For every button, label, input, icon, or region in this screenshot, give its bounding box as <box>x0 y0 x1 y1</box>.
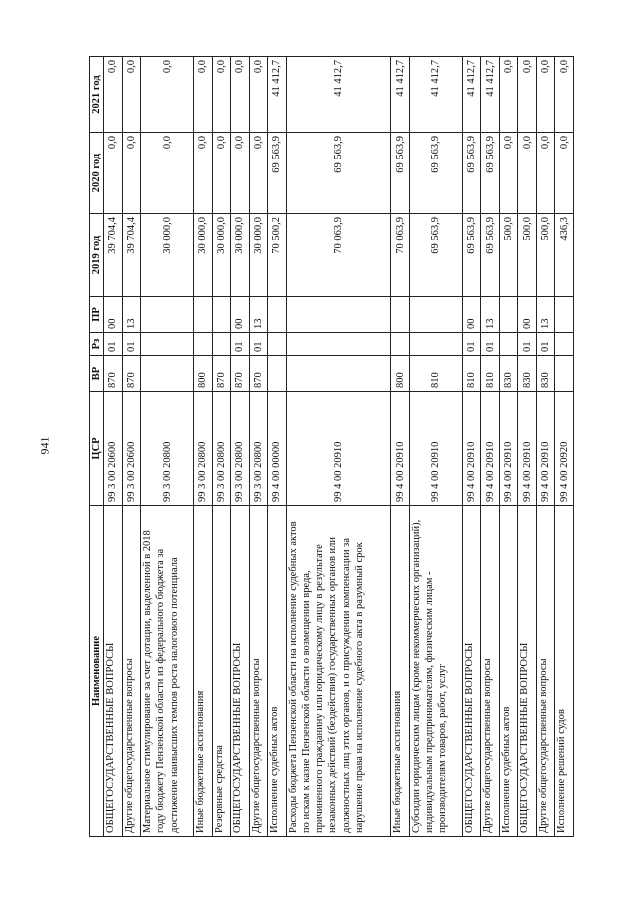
row-name: Другие общегосударственные вопросы <box>481 506 500 837</box>
page-number: 941 <box>37 436 52 455</box>
row-vr: 870 <box>104 356 123 392</box>
row-2020: 0,0 <box>518 133 537 214</box>
row-rz: 01 <box>481 333 500 356</box>
row-pr: 00 <box>104 297 123 333</box>
row-2020: 0,0 <box>249 133 268 214</box>
row-2019: 69 563,9 <box>409 214 462 297</box>
row-rz: 01 <box>462 333 481 356</box>
row-name: ОБЩЕГОСУДАРСТВЕННЫЕ ВОПРОСЫ <box>462 506 481 837</box>
row-csr: 99 4 00 20910 <box>481 392 500 506</box>
row-2019: 30 000,0 <box>212 214 231 297</box>
row-2019: 30 000,0 <box>194 214 213 297</box>
row-rz: 01 <box>104 333 123 356</box>
row-csr: 99 4 00 20910 <box>391 392 410 506</box>
row-vr: 870 <box>249 356 268 392</box>
row-2021: 41 412,7 <box>481 57 500 133</box>
table-row <box>518 57 537 837</box>
row-pr <box>268 297 287 333</box>
row-name: ОБЩЕГОСУДАРСТВЕННЫЕ ВОПРОСЫ <box>231 506 250 837</box>
header-csr: ЦСР <box>90 392 104 506</box>
table-row <box>104 57 123 837</box>
row-vr <box>555 356 574 392</box>
table-row <box>141 57 194 837</box>
row-2021: 0,0 <box>212 57 231 133</box>
row-rz <box>499 333 518 356</box>
table-row <box>499 57 518 837</box>
row-vr: 800 <box>391 356 410 392</box>
row-vr: 870 <box>122 356 141 392</box>
row-csr: 99 3 00 20800 <box>231 392 250 506</box>
header-pr: ПР <box>90 297 104 333</box>
row-rz: 01 <box>518 333 537 356</box>
row-2019: 500,0 <box>536 214 555 297</box>
row-name: Другие общегосударственные вопросы <box>249 506 268 837</box>
row-2020: 0,0 <box>212 133 231 214</box>
row-pr: 13 <box>481 297 500 333</box>
row-2019: 70 063,9 <box>286 214 391 297</box>
row-2021: 0,0 <box>499 57 518 133</box>
row-name: Резервные средства <box>212 506 231 837</box>
row-pr <box>409 297 462 333</box>
row-pr <box>555 297 574 333</box>
row-rz: 01 <box>122 333 141 356</box>
row-vr <box>268 356 287 392</box>
row-2020: 0,0 <box>194 133 213 214</box>
row-name: Иные бюджетные ассигнования <box>194 506 213 837</box>
row-csr: 99 3 00 20600 <box>104 392 123 506</box>
row-name: Иные бюджетные ассигнования <box>391 506 410 837</box>
row-rz: 01 <box>249 333 268 356</box>
header-2019: 2019 год <box>90 214 104 297</box>
row-pr: 00 <box>231 297 250 333</box>
row-vr: 810 <box>481 356 500 392</box>
row-csr: 99 4 00 20920 <box>555 392 574 506</box>
row-2020: 0,0 <box>536 133 555 214</box>
row-2020: 69 563,9 <box>268 133 287 214</box>
row-2020: 0,0 <box>499 133 518 214</box>
row-name: ОБЩЕГОСУДАРСТВЕННЫЕ ВОПРОСЫ <box>104 506 123 837</box>
table-row <box>391 57 410 837</box>
row-2020: 69 563,9 <box>409 133 462 214</box>
table-row <box>249 57 268 837</box>
row-2020: 0,0 <box>104 133 123 214</box>
header-vr: ВР <box>90 356 104 392</box>
row-2020: 0,0 <box>555 133 574 214</box>
table-header-row <box>90 57 104 837</box>
row-vr: 810 <box>409 356 462 392</box>
row-2019: 500,0 <box>499 214 518 297</box>
row-vr: 830 <box>518 356 537 392</box>
row-rz: 01 <box>231 333 250 356</box>
row-rz <box>268 333 287 356</box>
row-vr <box>141 356 194 392</box>
row-rz <box>555 333 574 356</box>
row-vr: 870 <box>212 356 231 392</box>
row-rz <box>212 333 231 356</box>
table-row <box>481 57 500 837</box>
row-rz <box>194 333 213 356</box>
row-pr: 00 <box>518 297 537 333</box>
row-2021: 41 412,7 <box>409 57 462 133</box>
table-row <box>462 57 481 837</box>
row-vr: 870 <box>231 356 250 392</box>
table-row <box>555 57 574 837</box>
row-2019: 436,3 <box>555 214 574 297</box>
row-2019: 30 000,0 <box>249 214 268 297</box>
row-2019: 70 500,2 <box>268 214 287 297</box>
row-2021: 0,0 <box>122 57 141 133</box>
row-rz <box>409 333 462 356</box>
row-name: Расходы бюджета Пензенской области на исполнение судебных актов по искам к казне Пензенской области о возмещении вреда, причиненного гражданину или юридическому лицу в результате незаконных действий (бездействия) государственных органов или должностных лиц этих органов, и о присуждении компенсации за нарушение права на исполнение судебного акта в разумный срок <box>286 506 391 837</box>
row-2021: 0,0 <box>104 57 123 133</box>
row-2021: 41 412,7 <box>462 57 481 133</box>
row-name: Другие общегосударственные вопросы <box>122 506 141 837</box>
table-row <box>268 57 287 837</box>
row-name: Субсидии юридическим лицам (кроме некоммерческих организаций), индивидуальным предпринимателям, физическим лицам - производителям товаров, работ, услуг <box>409 506 462 837</box>
row-2020: 69 563,9 <box>462 133 481 214</box>
row-csr: 99 4 00 20910 <box>462 392 481 506</box>
row-2019: 30 000,0 <box>141 214 194 297</box>
row-vr: 800 <box>194 356 213 392</box>
row-csr: 99 3 00 20800 <box>249 392 268 506</box>
header-2021: 2021 год <box>90 57 104 133</box>
row-pr <box>286 297 391 333</box>
row-csr: 99 3 00 20800 <box>141 392 194 506</box>
row-pr <box>194 297 213 333</box>
row-pr: 00 <box>462 297 481 333</box>
table-row <box>122 57 141 837</box>
header-2020: 2020 год <box>90 133 104 214</box>
row-2021: 0,0 <box>249 57 268 133</box>
row-vr: 830 <box>499 356 518 392</box>
row-csr: 99 4 00 20910 <box>409 392 462 506</box>
row-pr <box>391 297 410 333</box>
table-row <box>536 57 555 837</box>
row-2019: 30 000,0 <box>231 214 250 297</box>
row-csr: 99 3 00 20600 <box>122 392 141 506</box>
header-name: Наименование <box>90 506 104 837</box>
row-2019: 500,0 <box>518 214 537 297</box>
row-csr: 99 4 00 20910 <box>536 392 555 506</box>
row-name: Исполнение решений судов <box>555 506 574 837</box>
row-2019: 39 704,4 <box>104 214 123 297</box>
row-csr: 99 4 00 20910 <box>499 392 518 506</box>
header-rz: Рз <box>90 333 104 356</box>
row-pr <box>141 297 194 333</box>
row-pr: 13 <box>249 297 268 333</box>
row-pr: 13 <box>536 297 555 333</box>
row-2020: 69 563,9 <box>481 133 500 214</box>
row-2021: 0,0 <box>231 57 250 133</box>
row-2019: 69 563,9 <box>462 214 481 297</box>
row-rz: 01 <box>536 333 555 356</box>
row-rz <box>141 333 194 356</box>
row-name: Исполнение судебных актов <box>499 506 518 837</box>
row-rz <box>391 333 410 356</box>
budget-table <box>89 56 574 837</box>
row-2021: 0,0 <box>141 57 194 133</box>
row-csr: 99 4 00 20910 <box>518 392 537 506</box>
row-csr: 99 3 00 20800 <box>194 392 213 506</box>
row-2020: 0,0 <box>122 133 141 214</box>
table-row <box>194 57 213 837</box>
row-vr: 810 <box>462 356 481 392</box>
row-csr: 99 3 00 20800 <box>212 392 231 506</box>
row-2019: 69 563,9 <box>481 214 500 297</box>
row-2021: 0,0 <box>194 57 213 133</box>
row-2021: 41 412,7 <box>286 57 391 133</box>
row-name: Материальное стимулирование за счет дотации, выделенной в 2018 году бюджету Пензенской области из федерального бюджета за достижение наивысших темпов роста налогового потенциала <box>141 506 194 837</box>
row-2020: 69 563,9 <box>286 133 391 214</box>
row-vr: 830 <box>536 356 555 392</box>
row-csr: 99 4 00 20910 <box>286 392 391 506</box>
row-csr: 99 4 00 00000 <box>268 392 287 506</box>
row-2019: 39 704,4 <box>122 214 141 297</box>
table-row <box>212 57 231 837</box>
row-pr: 13 <box>122 297 141 333</box>
table-row <box>409 57 462 837</box>
row-name: Исполнение судебных актов <box>268 506 287 837</box>
table-row <box>286 57 391 837</box>
row-name: Другие общегосударственные вопросы <box>536 506 555 837</box>
row-2021: 41 412,7 <box>391 57 410 133</box>
table-row <box>231 57 250 837</box>
row-rz <box>286 333 391 356</box>
row-pr <box>212 297 231 333</box>
rotated-page <box>89 57 574 837</box>
row-2021: 41 412,7 <box>268 57 287 133</box>
row-2019: 70 063,9 <box>391 214 410 297</box>
row-2020: 0,0 <box>141 133 194 214</box>
row-name: ОБЩЕГОСУДАРСТВЕННЫЕ ВОПРОСЫ <box>518 506 537 837</box>
row-2021: 0,0 <box>536 57 555 133</box>
row-2020: 69 563,9 <box>391 133 410 214</box>
row-pr <box>499 297 518 333</box>
row-vr <box>286 356 391 392</box>
row-2021: 0,0 <box>518 57 537 133</box>
row-2021: 0,0 <box>555 57 574 133</box>
row-2020: 0,0 <box>231 133 250 214</box>
